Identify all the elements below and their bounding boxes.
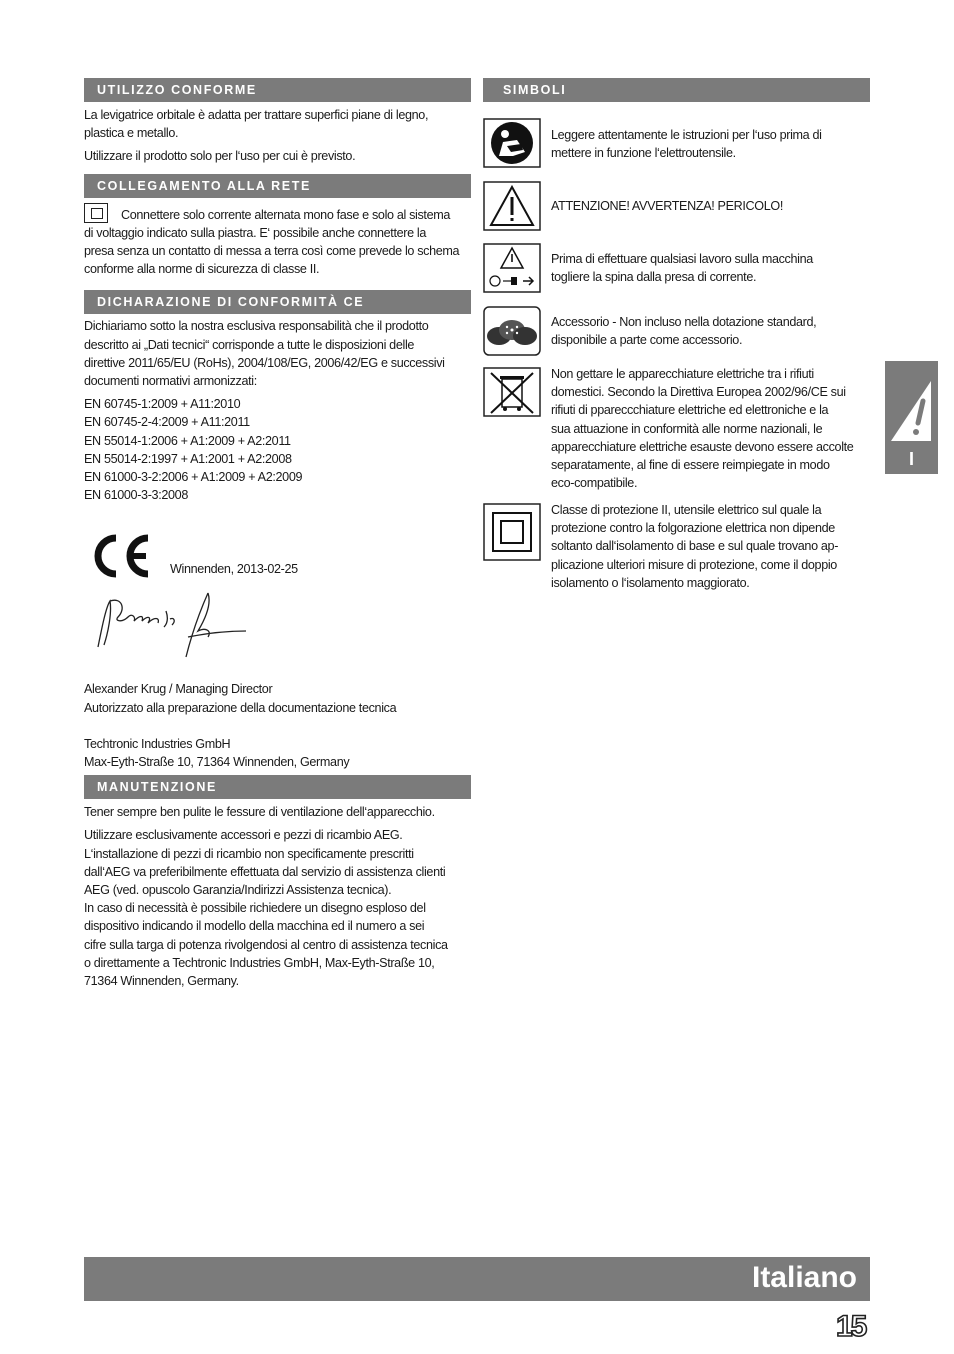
text-line: Classe di protezione II, utensile elettrico sul quale la bbox=[551, 503, 822, 517]
symbol-text bbox=[551, 365, 873, 492]
ce-row bbox=[84, 532, 471, 587]
text-line: Max-Eyth-Straße 10, 71364 Winnenden, Germany bbox=[84, 755, 350, 770]
text-line: direttive 2011/65/EU (RoHs), 2004/108/EG, 2006/42/EG e successivi bbox=[84, 355, 445, 370]
tab-letter: I bbox=[908, 449, 914, 469]
language-tab bbox=[885, 361, 938, 474]
read-manual-icon bbox=[483, 118, 541, 168]
symbol-text bbox=[551, 126, 873, 162]
text-line: eco-compatibile. bbox=[551, 476, 638, 491]
text-line: soltanto dall‘isolamento di base e sul quale trovano ap- bbox=[551, 539, 839, 554]
text-line: separatamente, al fine di essere reimpiegate in modo bbox=[551, 458, 830, 473]
text-line: apparecchiature elettriche esauste devono essere accolte bbox=[551, 439, 854, 454]
accessory-sanding-discs-icon bbox=[483, 306, 541, 356]
signature-image bbox=[88, 587, 258, 667]
text-line: rifiuti di ppareccchiature elettriche ed elettroniche e la bbox=[551, 403, 829, 418]
section-header-utilizzo: UTILIZZO CONFORME bbox=[84, 78, 471, 102]
text-line: dall‘AEG va preferibilmente effettuata dal servizio di assistenza clienti bbox=[84, 864, 446, 879]
text-line: In caso di necessità è possibile richiedere un disegno esploso del bbox=[84, 901, 426, 916]
text-line: AEG (ved. opuscolo Garanzia/Indirizzi Assistenza tecnica). bbox=[84, 883, 392, 898]
symbol-row-read-manual bbox=[483, 118, 871, 178]
text-line: Non gettare le apparecchiature elettriche tra i rifiuti bbox=[551, 367, 814, 381]
left-column bbox=[84, 78, 471, 990]
text-line: isolamento o l‘isolamento maggiorato. bbox=[551, 575, 750, 590]
text-line: dispositivo indicando il modello della macchina ed il numero a sei bbox=[84, 919, 425, 934]
standard-line: EN 55014-2:1997 + A1:2001 + A2:2008 bbox=[84, 451, 292, 466]
symbol-row-unplug bbox=[483, 243, 871, 295]
text-line: Dichiariamo sotto la nostra esclusiva responsabilità che il prodotto bbox=[84, 319, 429, 334]
symbol-text bbox=[551, 313, 873, 349]
text-line: descritto ai „Dati tecnici“ corrisponde a tutte le disposizioni delle bbox=[84, 337, 415, 352]
class-ii-icon bbox=[84, 203, 108, 223]
text-line: Alexander Krug / Managing Director bbox=[84, 682, 273, 697]
section-header-manutenzione: MANUTENZIONE bbox=[84, 775, 471, 799]
text-line: Connettere solo corrente alternata mono fase e solo al sistema bbox=[121, 207, 451, 222]
conformita-text bbox=[84, 317, 471, 504]
utilizzo-text bbox=[84, 106, 471, 166]
text-line: Utilizzare il prodotto solo per l‘uso per cui è previsto. bbox=[84, 149, 356, 164]
standard-line: EN 55014-1:2006 + A1:2009 + A2:2011 bbox=[84, 433, 291, 448]
text-line: plicazione ulteriori misure di protezione, come il doppio bbox=[551, 557, 837, 572]
text-line: conforme alla norme di sicurezza di classe II. bbox=[84, 262, 320, 277]
text-line: protezione contro la folgorazione elettrica non dipende bbox=[551, 521, 835, 536]
standard-line: EN 60745-2-4:2009 + A11:2011 bbox=[84, 415, 250, 430]
text-line: Techtronic Industries GmbH bbox=[84, 736, 231, 751]
section-header-conformita: DICHARAZIONE DI CONFORMITÀ CE bbox=[84, 290, 471, 314]
text-line: L‘installazione di pezzi di ricambio non specificamente prescritti bbox=[84, 846, 414, 861]
manutenzione-text bbox=[84, 803, 471, 990]
text-line: domestici. Secondo la Direttiva Europea 2002/96/CE sui bbox=[551, 385, 846, 400]
text-line: Autorizzato alla preparazione della documentazione tecnica bbox=[84, 700, 397, 715]
page-number: 15 bbox=[836, 1310, 866, 1343]
text-line: La levigatrice orbitale è adatta per trattare superfici piane di legno, bbox=[84, 108, 429, 122]
unplug-icon bbox=[483, 243, 541, 293]
text-line: disponibile a parte come accessorio. bbox=[551, 333, 743, 348]
warning-triangle-icon bbox=[483, 181, 541, 231]
text-line: cifre sulla targa di potenza rivolgendosi al centro di assistenza tecnica bbox=[84, 937, 448, 952]
text-line: Accessorio - Non incluso nella dotazione standard, bbox=[551, 315, 817, 329]
signer-block bbox=[84, 680, 471, 771]
symbol-row-accessory bbox=[483, 306, 871, 358]
symbol-text bbox=[551, 197, 873, 215]
double-insulation-icon bbox=[483, 503, 541, 561]
section-header-simboli: SIMBOLI bbox=[483, 78, 870, 102]
symbol-text bbox=[551, 501, 873, 592]
warning-tab-icon bbox=[885, 361, 938, 445]
ce-mark-icon bbox=[88, 532, 152, 580]
footer-language: Italiano bbox=[751, 1261, 857, 1294]
text-line: di voltaggio indicato sulla piastra. E‘ possibile anche connettere la bbox=[84, 225, 426, 240]
symbol-row-class-ii bbox=[483, 503, 871, 603]
standard-line: EN 61000-3-2:2006 + A1:2009 + A2:2009 bbox=[84, 470, 303, 485]
place-date: Winnenden, 2013-02-25 bbox=[170, 562, 298, 577]
standard-line: EN 60745-1:2009 + A11:2010 bbox=[84, 397, 241, 412]
text-line: Prima di effettuare qualsiasi lavoro sulla macchina bbox=[551, 252, 813, 266]
symbol-row-warning bbox=[483, 181, 871, 233]
text-line: documenti normativi armonizzati: bbox=[84, 374, 257, 389]
symbol-text bbox=[551, 250, 873, 286]
text-line: togliere la spina dalla presa di corrente. bbox=[551, 270, 757, 285]
section-header-collegamento: COLLEGAMENTO ALLA RETE bbox=[84, 174, 471, 198]
text-line: 71364 Winnenden, Germany. bbox=[84, 974, 239, 989]
text-line: sua attuazione in conformità alle norme nazionali, le bbox=[551, 421, 823, 436]
text-line: presa senza un contatto di messa a terra così come prevede lo schema bbox=[84, 244, 460, 259]
footer-bar bbox=[84, 1257, 870, 1301]
text-line: ATTENZIONE! AVVERTENZA! PERICOLO! bbox=[551, 199, 783, 213]
collegamento-text bbox=[84, 206, 471, 279]
symbol-row-weee bbox=[483, 367, 871, 497]
crossed-bin-icon bbox=[483, 367, 541, 417]
text-line: mettere in funzione l‘elettroutensile. bbox=[551, 146, 736, 161]
standard-line: EN 61000-3-3:2008 bbox=[84, 488, 188, 503]
text-line: Tener sempre ben pulite le fessure di ventilazione dell‘apparecchio. bbox=[84, 805, 435, 820]
text-line: o direttamente a Techtronic Industries GmbH, Max-Eyth-Straße 10, bbox=[84, 955, 435, 970]
text-line: Leggere attentamente le istruzioni per l‘uso prima di bbox=[551, 128, 822, 142]
right-column bbox=[483, 78, 870, 638]
text-line: plastica e metallo. bbox=[84, 126, 179, 141]
text-line: Utilizzare esclusivamente accessori e pezzi di ricambio AEG. bbox=[84, 828, 403, 843]
